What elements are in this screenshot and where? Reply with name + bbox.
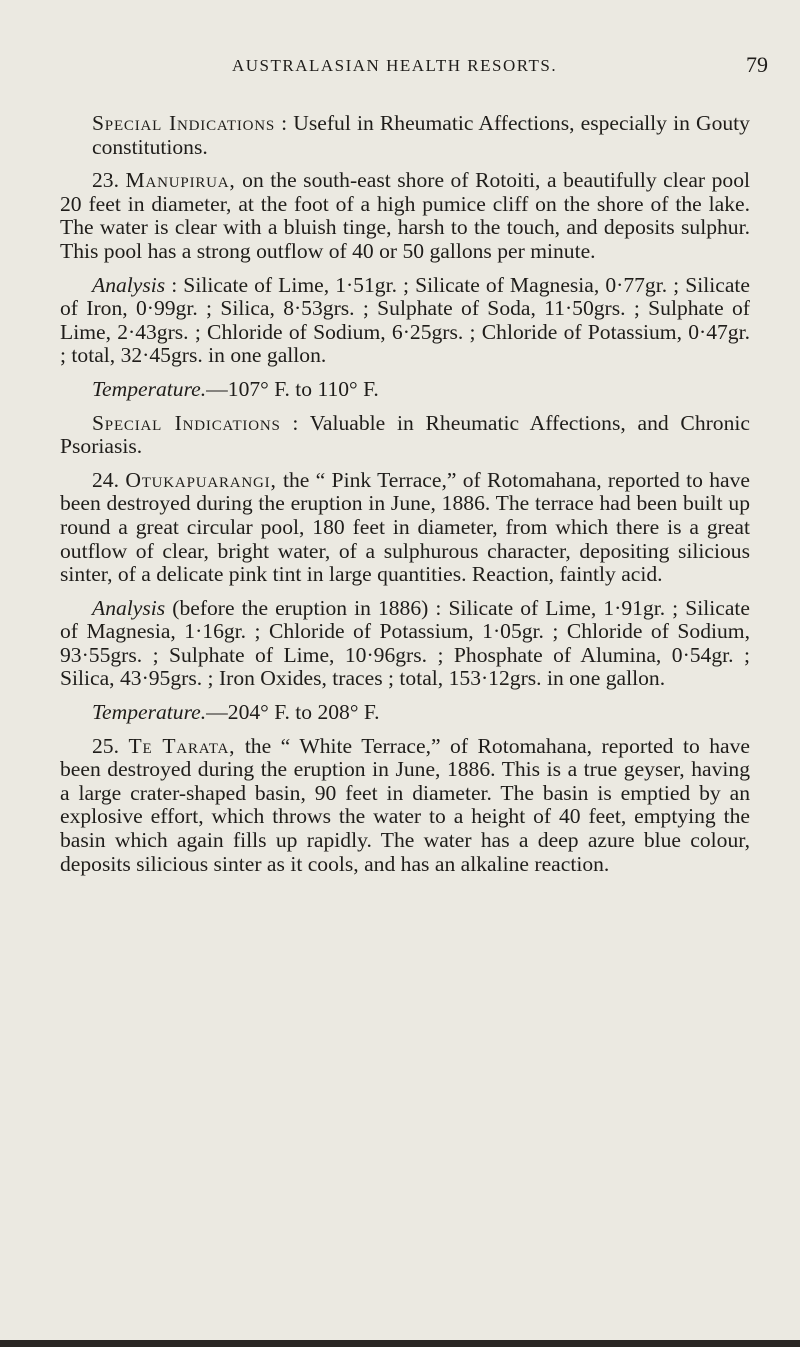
special-indications-paragraph-1	[60, 112, 750, 159]
analysis-text: (before the eruption in 1886) : Silicate of Lime, 1·91gr. ; Silicate of Magnesia, 1·16gr. ; Chloride of Potassium, 1·05gr. ; Chloride of Sodium, 93·55grs. ; Sulphate of Lime, 10·96grs. ; Phosphate of Alumina, 0·54gr. ; Silica, 43·95grs. ; Iron Oxides, traces ; total, 153·12grs. in one gallon.	[60, 595, 750, 691]
temperature-paragraph-2	[60, 701, 750, 725]
entry-description: on the south-east shore of Rotoiti, a beautifully clear pool 20 feet in diameter, at the foot of a high pumice cliff on the shore of the lake. The water is clear with a bluish tinge, harsh to the touch, and deposits sulphur. This pool has a strong outflow of 40 or 50 gallons per minute.	[60, 168, 751, 263]
entry-description: the “ Pink Terrace,” of Rotomahana, reported to have been destroyed during the eruption in June, 1886. The terrace had been built up round a great circular pool, 180 feet in diameter, from which there is a great outflow of clear, bright water, of a sulphurous character, depositing silicious sinter, of a delicate pink tint in large quantities. Reaction, faintly acid.	[60, 467, 750, 587]
entry-number: 25.	[92, 733, 119, 758]
temperature-label: Temperature.	[92, 376, 207, 401]
entry-24-otukapuarangi	[60, 469, 750, 587]
analysis-label: Analysis	[92, 595, 166, 620]
entry-name: Te Tarata,	[128, 733, 236, 758]
entry-description: the “ White Terrace,” of Rotomahana, reported to have been destroyed during the eruption in June, 1886. This is a true geyser, having a large crater-shaped basin, 90 feet in diameter. The basin is emptied by an explosive effort, which throws the water to a height of 40 feet, emptying the basin which again fills up rapidly. The water has a deep azure blue colour, deposits silicious sinter as it cools, and has an alkaline reaction.	[60, 733, 750, 876]
entry-23-manupirua	[60, 169, 750, 263]
entry-number: 24.	[92, 467, 119, 492]
temperature-label: Temperature.	[92, 700, 207, 725]
temperature-paragraph-1	[60, 378, 750, 402]
analysis-paragraph-2	[60, 597, 750, 691]
entry-name: Manupirua,	[125, 168, 236, 193]
entry-25-te-tarata	[60, 735, 750, 877]
special-indications-paragraph-2	[60, 412, 750, 459]
entry-number: 23.	[92, 168, 119, 193]
special-indications-text: : Useful in Rheumatic Affections, especially in Gouty constitutions.	[92, 111, 750, 159]
page-number: 79	[746, 52, 768, 77]
special-indications-label: Special Indications	[92, 410, 281, 435]
temperature-text: —107° F. to 110° F.	[206, 376, 379, 401]
entry-name: Otukapuarangi,	[125, 467, 277, 492]
special-indications-text: : Valuable in Rheumatic Affections, and Chronic Psoriasis.	[60, 410, 750, 459]
body-text	[60, 112, 750, 886]
special-indications-label: Special Indications	[92, 111, 276, 135]
analysis-text: : Silicate of Lime, 1·51gr. ; Silicate of Magnesia, 0·77gr. ; Silicate of Iron, 0·99gr. ; Silica, 8·53grs. ; Sulphate of Soda, 11·50grs. ; Sulphate of Lime, 2·43grs. ; Chloride of Sodium, 6·25grs. ; Chloride of Potassium, 0·47gr. ; total, 32·45grs. in one gallon.	[60, 272, 750, 368]
page-edge-rule	[0, 1340, 800, 1347]
temperature-text: —204° F. to 208° F.	[206, 700, 380, 725]
analysis-label: Analysis	[92, 272, 166, 297]
running-head: AUSTRALASIAN HEALTH RESORTS.	[232, 56, 558, 75]
analysis-paragraph-1	[60, 274, 750, 368]
